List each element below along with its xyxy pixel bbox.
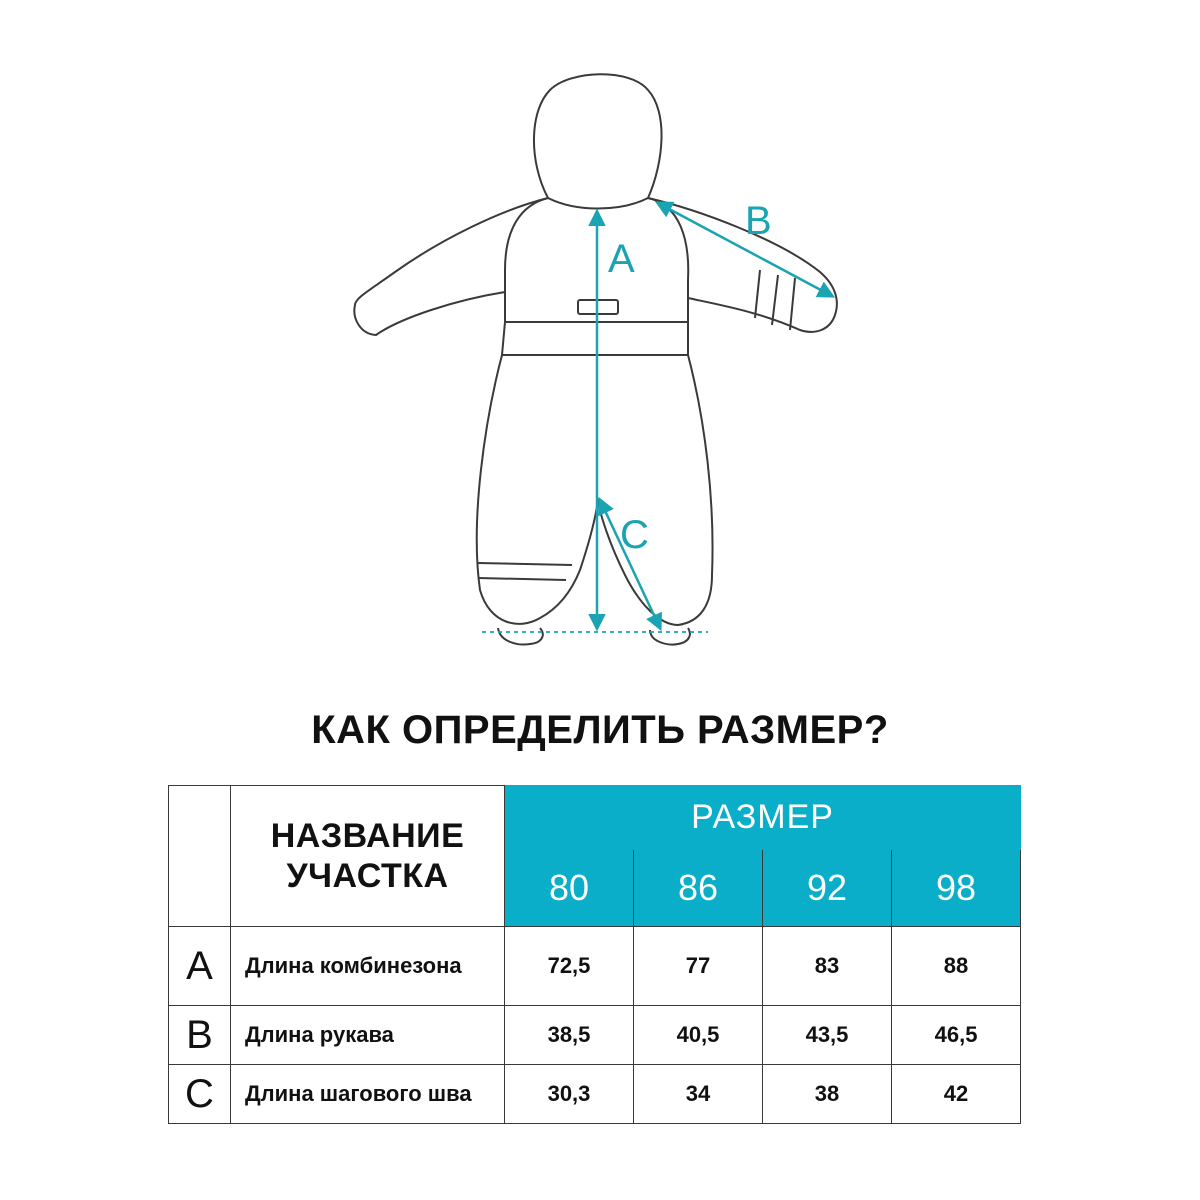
size-col-98: 98: [892, 850, 1021, 927]
row-value: 77: [634, 927, 763, 1006]
row-value: 34: [634, 1065, 763, 1124]
label-b: B: [745, 199, 772, 243]
corner-cell: [169, 786, 231, 927]
row-name: Длина комбинезона: [231, 927, 505, 1006]
row-value: 43,5: [763, 1006, 892, 1065]
row-value: 83: [763, 927, 892, 1006]
row-value: 42: [892, 1065, 1021, 1124]
size-col-86: 86: [634, 850, 763, 927]
row-value: 46,5: [892, 1006, 1021, 1065]
label-a: A: [608, 237, 635, 281]
row-value: 40,5: [634, 1006, 763, 1065]
row-letter: A: [169, 927, 231, 1006]
table-row: [169, 1065, 1021, 1124]
size-col-92: 92: [763, 850, 892, 927]
row-value: 38: [763, 1065, 892, 1124]
row-value: 30,3: [505, 1065, 634, 1124]
size-table: [168, 785, 1021, 1124]
row-name: Длина шагового шва: [231, 1065, 505, 1124]
row-name: Длина рукава: [231, 1006, 505, 1065]
size-header: РАЗМЕР: [505, 786, 1021, 850]
size-col-80: 80: [505, 850, 634, 927]
table-row: [169, 1006, 1021, 1065]
row-value: 38,5: [505, 1006, 634, 1065]
header-row-1: [169, 786, 1021, 850]
table-row: [169, 927, 1021, 1006]
name-header-line1: НАЗВАНИЕ: [270, 817, 465, 855]
name-header: [231, 786, 505, 927]
page-title: КАК ОПРЕДЕЛИТЬ РАЗМЕР?: [311, 708, 889, 752]
name-header-line2: УЧАСТКА: [286, 857, 449, 895]
row-letter: B: [169, 1006, 231, 1065]
measurement-lines: [482, 203, 832, 632]
row-value: 72,5: [505, 927, 634, 1006]
row-value: 88: [892, 927, 1021, 1006]
jumpsuit-outline: [354, 74, 836, 644]
row-letter: C: [169, 1065, 231, 1124]
label-c: C: [620, 513, 649, 557]
